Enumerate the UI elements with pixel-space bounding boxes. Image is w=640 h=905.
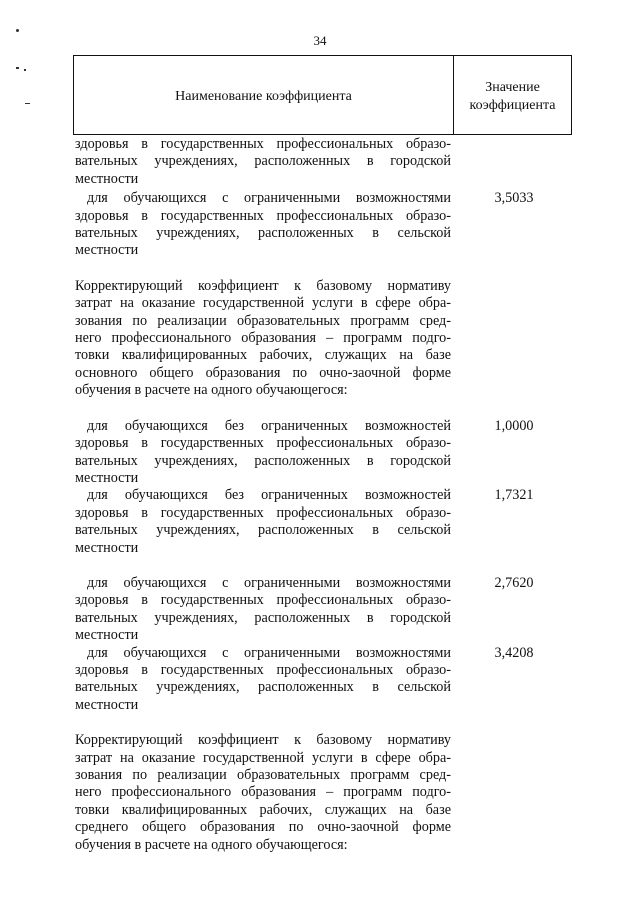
text-line: для обучающихся без ограниченных возможностей — [87, 487, 451, 504]
text-line: здоровья в государственных профессиональных образо- — [75, 504, 451, 521]
row-value: 3,5033 — [494, 190, 534, 207]
row-value: 1,7321 — [494, 487, 534, 504]
table-row — [75, 190, 565, 260]
text-line: местности — [75, 539, 139, 556]
text-line: для обучающихся с ограниченными возможностями — [87, 644, 451, 661]
table-row — [75, 732, 565, 854]
text-line: обучения в расчете на одного обучающегося: — [75, 836, 348, 853]
table-row — [75, 136, 565, 188]
text-line: Корректирующий коэффициент к базовому нормативу — [75, 732, 451, 749]
row-text — [75, 278, 451, 400]
scan-mark — [24, 69, 26, 71]
text-line: местности — [75, 627, 139, 644]
table-row — [75, 575, 565, 645]
text-line: зования по реализации образовательных программ сред- — [75, 312, 451, 329]
row-text — [75, 645, 451, 715]
text-line: здоровья в государственных профессиональных образо- — [75, 592, 451, 609]
text-line: него профессионального образования – программ подго- — [75, 784, 451, 801]
text-line: здоровья в государственных профессиональных образо- — [75, 207, 451, 224]
row-value: 1,0000 — [494, 417, 534, 434]
table-row — [75, 645, 565, 715]
text-line: обучения в расчете на одного обучающегося: — [75, 382, 348, 399]
row-text — [75, 575, 451, 645]
text-line: здоровья в государственных профессиональных образо- — [75, 661, 451, 678]
text-line: товки квалифицированных рабочих, служащих на базе — [75, 347, 451, 364]
text-line: вательных учреждениях, расположенных в городской — [75, 452, 451, 469]
page-number: 34 — [313, 33, 327, 48]
table-row — [75, 487, 565, 557]
scan-mark — [16, 29, 19, 32]
text-line: зования по реализации образовательных программ сред- — [75, 767, 451, 783]
text-line: вательных учреждениях, расположенных в городской — [75, 153, 451, 170]
row-value: 3,4208 — [494, 644, 534, 661]
text-line: основного общего образования по очно-заочной форме — [75, 364, 451, 381]
text-line: для обучающихся с ограниченными возможностями — [87, 574, 451, 591]
text-line: среднего общего образования по очно-заочной форме — [75, 819, 451, 836]
text-line: здоровья в государственных профессиональных образо- — [75, 136, 451, 152]
text-line: вательных учреждениях, расположенных в сельской — [75, 522, 451, 539]
column-header-value — [454, 56, 571, 134]
column-header-name: Наименование коэффициента — [74, 56, 454, 134]
table-header — [73, 55, 572, 135]
row-text — [75, 487, 451, 557]
text-line: вательных учреждениях, расположенных в сельской — [75, 225, 451, 242]
text-line: местности — [75, 696, 139, 713]
text-line: затрат на оказание государственной услуги в сфере обра- — [75, 295, 451, 312]
text-line: него профессионального образования – программ подго- — [75, 330, 451, 347]
row-value: 2,7620 — [494, 574, 534, 591]
row-text — [75, 732, 451, 854]
scan-mark — [16, 67, 19, 69]
text-line: для обучающихся с ограниченными возможностями — [87, 190, 451, 207]
text-line: местности — [75, 170, 139, 187]
row-value — [451, 278, 565, 400]
text-line: Корректирующий коэффициент к базовому нормативу — [75, 277, 451, 294]
row-text — [75, 136, 451, 188]
text-line: для обучающихся без ограниченных возможностей — [87, 417, 451, 434]
text-line: вательных учреждениях, расположенных в городской — [75, 609, 451, 626]
text-line: товки квалифицированных рабочих, служащих на базе — [75, 801, 451, 818]
coefficient-table-body — [75, 136, 565, 854]
column-header-value-line1: Значение — [485, 80, 540, 95]
text-line: местности — [75, 242, 139, 259]
text-line: здоровья в государственных профессиональных образо- — [75, 435, 451, 452]
row-text — [75, 418, 451, 488]
row-value — [451, 136, 565, 188]
table-row — [75, 418, 565, 488]
table-row — [75, 278, 565, 400]
row-text — [75, 190, 451, 260]
scan-mark — [25, 103, 30, 104]
text-line: затрат на оказание государственной услуги в сфере обра- — [75, 749, 451, 766]
row-value — [451, 732, 565, 854]
text-line: местности — [75, 469, 139, 486]
column-header-value-line2: коэффициента — [469, 98, 556, 113]
text-line: вательных учреждениях, расположенных в сельской — [75, 679, 451, 696]
